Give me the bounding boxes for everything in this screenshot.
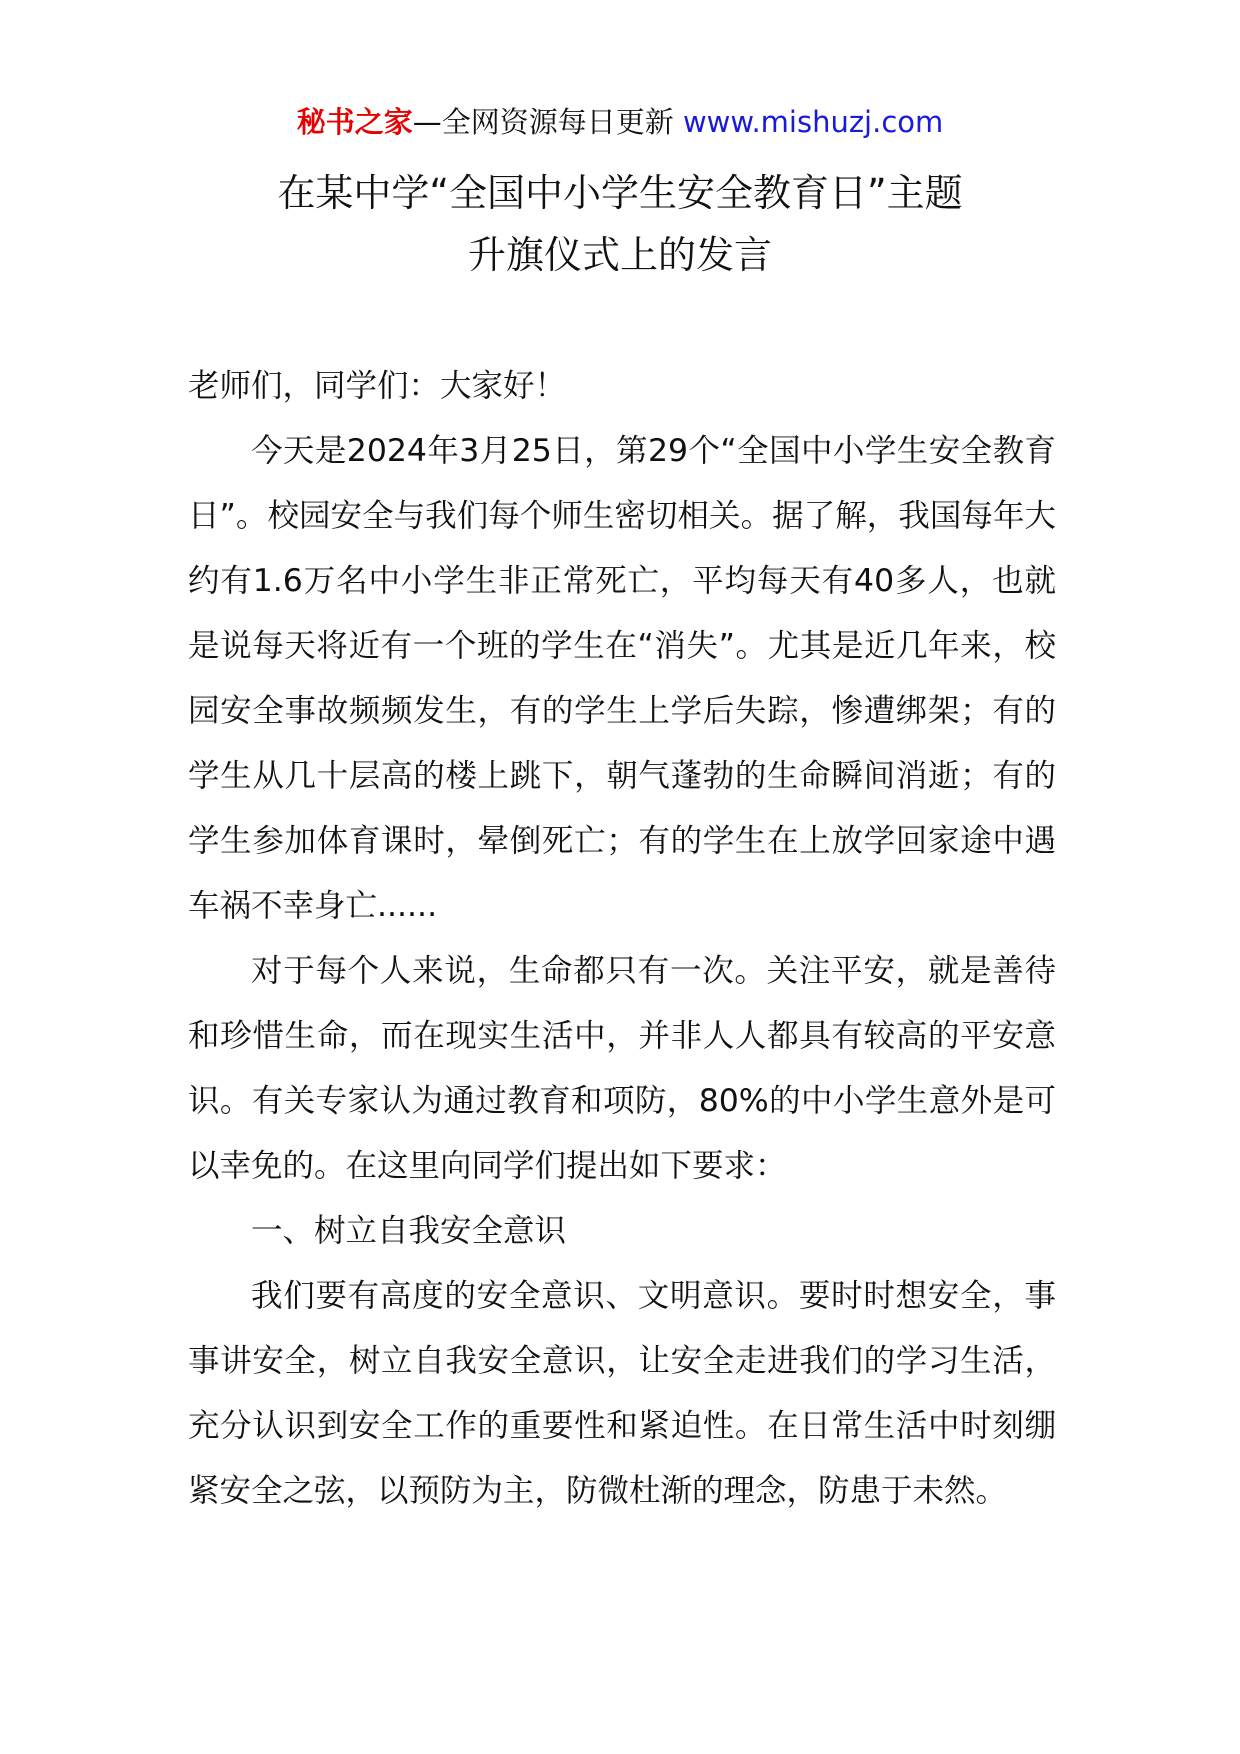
site-tagline: —全网资源每日更新 xyxy=(412,105,674,139)
document-body xyxy=(188,354,1056,1524)
title-line-2: 升旗仪式上的发言 xyxy=(467,233,772,277)
site-header xyxy=(0,100,1240,144)
greeting-paragraph: 老师们，同学们：大家好！ xyxy=(188,368,567,404)
site-url-link[interactable]: www.mishuzj.com xyxy=(682,105,944,139)
document-title xyxy=(0,162,1240,286)
section-heading: 一、树立自我安全意识 xyxy=(251,1213,567,1249)
site-brand: 秘书之家 xyxy=(296,105,413,139)
title-line-1: 在某中学“全国中小学生安全教育日”主题 xyxy=(277,171,963,215)
body-paragraph: 我们要有高度的安全意识、文明意识。要时时想安全，事事讲安全，树立自我安全意识，让安全走进我们的学习生活，充分认识到安全工作的重要性和紧迫性。在日常生活中时刻绷紧安全之弦，以预防为主，防微杜渐的理念，防患于未然。 xyxy=(188,1278,1056,1509)
body-paragraph: 今天是2024年3月25日，第29个“全国中小学生安全教育日”。校园安全与我们每个师生密切相关。据了解，我国每年大约有1.6万名中小学生非正常死亡，平均每天有40多人，也就是说每天将近有一个班的学生在“消失”。尤其是近几年来，校园安全事故频频发生，有的学生上学后失踪，惨遭绑架；有的学生从几十层高的楼上跳下，朝气蓬勃的生命瞬间消逝；有的学生参加体育课时，晕倒死亡；有的学生在上放学回家途中遇车祸不幸身亡...... xyxy=(188,433,1056,924)
body-paragraph: 对于每个人来说，生命都只有一次。关注平安，就是善待和珍惜生命，而在现实生活中，并非人人都具有较高的平安意识。有关专家认为通过教育和项防，80%的中小学生意外是可以幸免的。在这里向同学们提出如下要求： xyxy=(188,953,1056,1184)
